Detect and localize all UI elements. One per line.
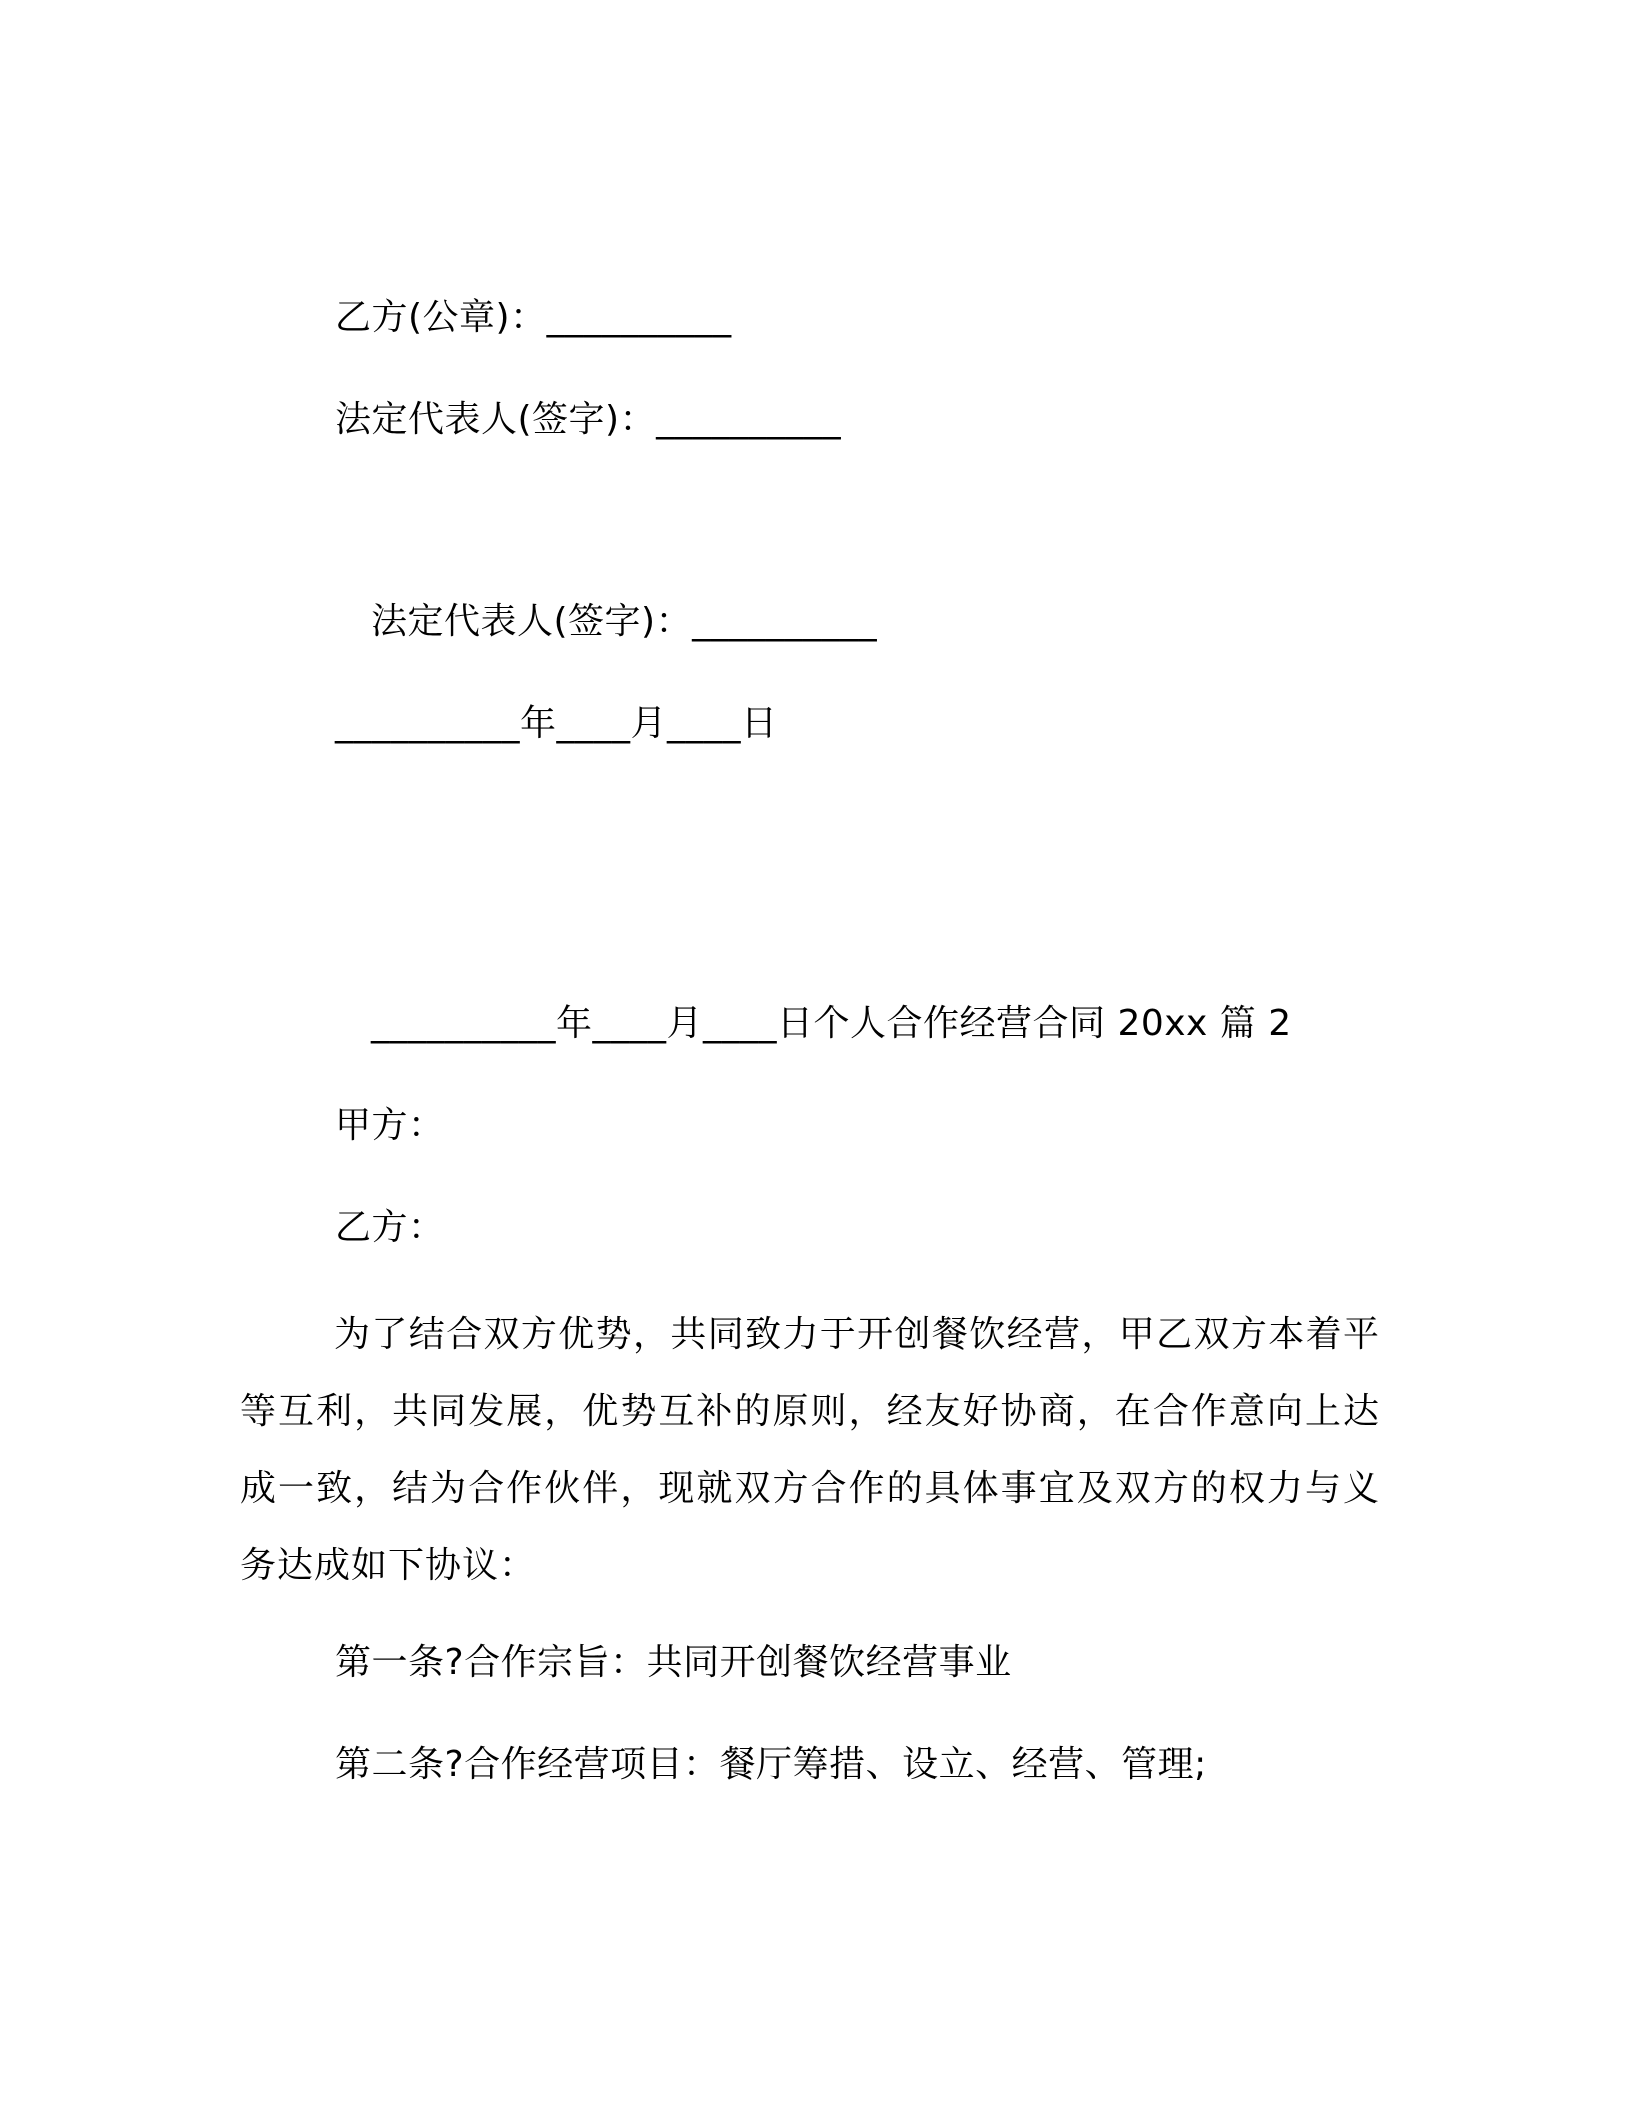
- article-1: 第一条?合作宗旨：共同开创餐饮经营事业: [335, 1642, 1012, 1683]
- date-line: __________年____月____日: [335, 703, 778, 744]
- contract-title-line: __________年____月____日个人合作经营合同 20xx 篇 2: [371, 1003, 1292, 1044]
- intro-paragraph: 为了结合双方优势，共同致力于开创餐饮经营，甲乙双方本着平等互利，共同发展，优势互补的原则，经友好协商，在合作意向上达成一致，结为合作伙伴，现就双方合作的具体事宜及双方的权力与义务达成如下协议：: [240, 1314, 1380, 1586]
- legal-representative-signature-line-2: 法定代表人(签字)：__________: [371, 601, 878, 642]
- legal-representative-signature-line: 法定代表人(签字)：__________: [335, 399, 842, 440]
- party-b-label: 乙方：: [335, 1207, 445, 1248]
- party-a-label: 甲方：: [335, 1105, 445, 1146]
- article-2: 第二条?合作经营项目：餐厅筹措、设立、经营、管理;: [335, 1744, 1207, 1785]
- party-b-seal-line: 乙方(公章)：__________: [335, 297, 732, 338]
